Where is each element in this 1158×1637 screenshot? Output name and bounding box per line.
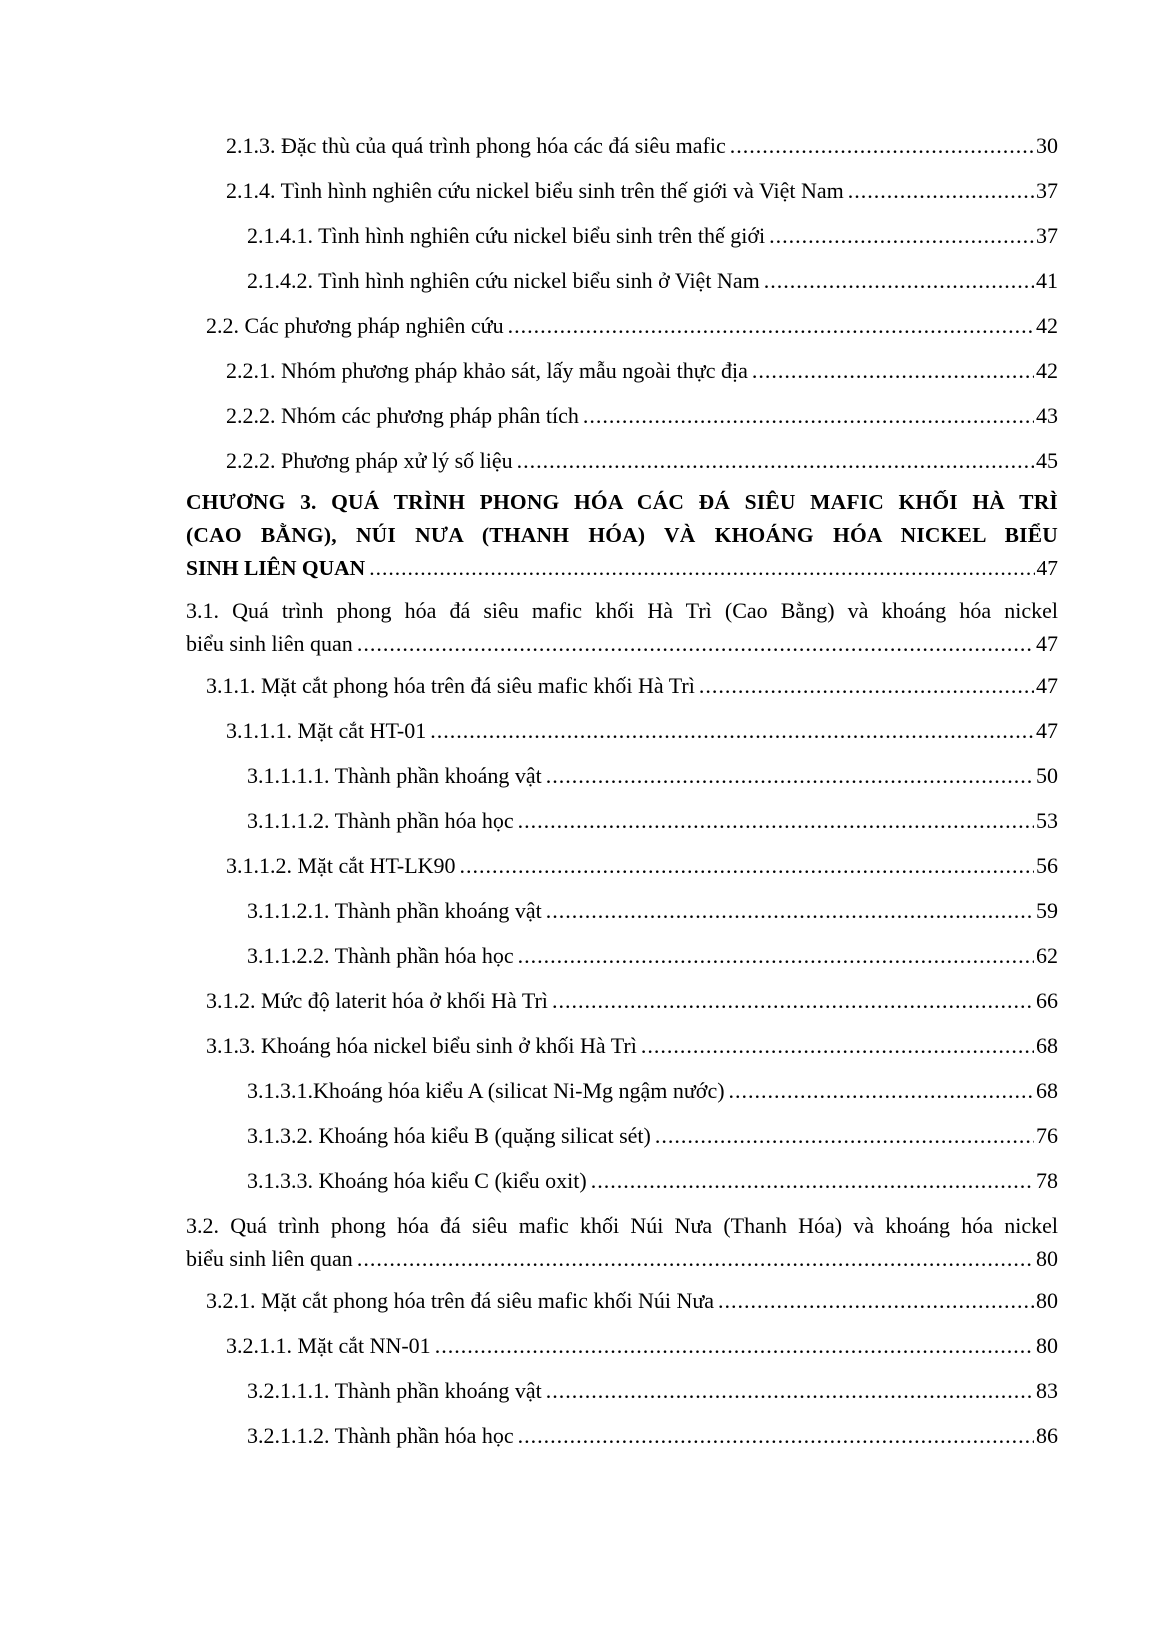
toc-entry-2-2[interactable] — [206, 312, 1058, 340]
chapter-line-1: CHƯƠNG 3. QUÁ TRÌNH PHONG HÓA CÁC ĐÁ SIÊU MAFIC KHỐI HÀ TRÌ — [186, 490, 1058, 514]
toc-leader-dots — [718, 1287, 1034, 1315]
toc-leader-dots — [508, 312, 1034, 340]
toc-entry-title: 3.1.2. Mức độ laterit hóa ở khối Hà Trì — [206, 988, 548, 1013]
toc-entry-page: 83 — [1036, 1378, 1058, 1403]
toc-entry-3-1-3-1[interactable] — [247, 1077, 1058, 1105]
toc-leader-dots — [546, 762, 1034, 790]
toc-entry-page: 47 — [1036, 631, 1058, 656]
section-line-1: 3.1. Quá trình phong hóa đá siêu mafic khối Hà Trì (Cao Bằng) và khoáng hóa nickel — [186, 598, 1058, 623]
section-line-2 — [186, 627, 1058, 660]
toc-entry-2-2-2b[interactable] — [226, 447, 1058, 475]
toc-leader-dots — [764, 267, 1034, 295]
toc-entry-title: 2.1.4.2. Tình hình nghiên cứu nickel biểu sinh ở Việt Nam — [247, 268, 760, 293]
toc-entry-page: 47 — [1036, 556, 1058, 580]
toc-entry-title: 3.2.1.1.2. Thành phần hóa học — [247, 1423, 514, 1448]
chapter-line-2: (CAO BẰNG), NÚI NƯA (THANH HÓA) VÀ KHOÁNG HÓA NICKEL BIỂU — [186, 523, 1058, 547]
toc-entry-page: 68 — [1036, 1033, 1058, 1058]
toc-entry-3-1-1-1[interactable] — [226, 717, 1058, 745]
toc-entry-title: 3.1.1.2. Mặt cắt HT-LK90 — [226, 853, 456, 878]
toc-entry-title: 2.1.4.1. Tình hình nghiên cứu nickel biểu sinh trên thế giới — [247, 223, 766, 248]
section-line-2 — [186, 1242, 1058, 1275]
toc-entry-3-1-3-3[interactable] — [247, 1167, 1058, 1195]
section-line-2-text: biểu sinh liên quan — [186, 631, 353, 656]
toc-section-3-2[interactable] — [186, 1209, 1058, 1275]
toc-entry-2-1-4-1[interactable] — [247, 222, 1058, 250]
chapter-line-3-text: SINH LIÊN QUAN — [186, 556, 366, 580]
toc-entry-title: 3.1.1.1.2. Thành phần hóa học — [247, 808, 514, 833]
toc-entry-page: 37 — [1036, 178, 1058, 203]
toc-entry-title: 3.1.1.2.1. Thành phần khoáng vật — [247, 898, 542, 923]
toc-entry-title: 3.2.1.1.1. Thành phần khoáng vật — [247, 1378, 542, 1403]
toc-entry-page: 30 — [1036, 133, 1058, 158]
toc-leader-dots — [517, 447, 1034, 475]
toc-entry-page: 62 — [1036, 943, 1058, 968]
toc-entry-page: 42 — [1036, 358, 1058, 383]
toc-leader-dots — [546, 897, 1034, 925]
toc-leader-dots — [369, 552, 1034, 585]
toc-entry-2-1-3[interactable] — [226, 132, 1058, 160]
toc-leader-dots — [848, 177, 1034, 205]
toc-entry-title: 2.2.1. Nhóm phương pháp khảo sát, lấy mẫu ngoài thực địa — [226, 358, 748, 383]
toc-entry-page: 45 — [1036, 448, 1058, 473]
toc-leader-dots — [518, 942, 1034, 970]
toc-entry-title: 3.2.1. Mặt cắt phong hóa trên đá siêu mafic khối Núi Nưa — [206, 1288, 715, 1313]
toc-leader-dots — [430, 717, 1034, 745]
toc-entry-title: 3.2.1.1. Mặt cắt NN-01 — [226, 1333, 431, 1358]
toc-entry-page: 80 — [1036, 1246, 1058, 1271]
toc-entry-3-1-1[interactable] — [206, 672, 1058, 700]
toc-chapter-3[interactable] — [186, 486, 1058, 585]
toc-leader-dots — [583, 402, 1034, 430]
toc-entry-3-2-1-1-1[interactable] — [247, 1377, 1058, 1405]
toc-leader-dots — [699, 672, 1034, 700]
toc-entry-2-2-1[interactable] — [226, 357, 1058, 385]
toc-entry-3-2-1[interactable] — [206, 1287, 1058, 1315]
toc-entry-page: 80 — [1036, 1333, 1058, 1358]
toc-entry-title: 3.1.1.2.2. Thành phần hóa học — [247, 943, 514, 968]
toc-entry-title: 3.1.3.2. Khoáng hóa kiểu B (quặng silicat sét) — [247, 1123, 651, 1148]
toc-entry-title: 3.1.3.1.Khoáng hóa kiểu A (silicat Ni-Mg ngậm nước) — [247, 1078, 725, 1103]
toc-entry-3-1-1-1-2[interactable] — [247, 807, 1058, 835]
toc-entry-3-1-1-2[interactable] — [226, 852, 1058, 880]
toc-entry-title: 2.2.2. Nhóm các phương pháp phân tích — [226, 403, 579, 428]
toc-entry-page: 47 — [1036, 718, 1058, 743]
toc-entry-title: 3.1.3. Khoáng hóa nickel biểu sinh ở khối Hà Trì — [206, 1033, 637, 1058]
toc-leader-dots — [769, 222, 1034, 250]
toc-leader-dots — [591, 1167, 1034, 1195]
toc-entry-title: 2.2.2. Phương pháp xử lý số liệu — [226, 448, 513, 473]
toc-entry-page: 59 — [1036, 898, 1058, 923]
section-line-1: 3.2. Quá trình phong hóa đá siêu mafic khối Núi Nưa (Thanh Hóa) và khoáng hóa nickel — [186, 1213, 1058, 1238]
toc-entry-3-2-1-1[interactable] — [226, 1332, 1058, 1360]
toc-entry-page: 66 — [1036, 988, 1058, 1013]
toc-entry-page: 76 — [1036, 1123, 1058, 1148]
toc-entry-title: 2.1.4. Tình hình nghiên cứu nickel biểu sinh trên thế giới và Việt Nam — [226, 178, 844, 203]
toc-leader-dots — [518, 1422, 1034, 1450]
toc-entry-3-2-1-1-2[interactable] — [247, 1422, 1058, 1450]
toc-entry-3-1-1-2-1[interactable] — [247, 897, 1058, 925]
toc-entry-title: 2.2. Các phương pháp nghiên cứu — [206, 313, 504, 338]
toc-entry-3-1-1-1-1[interactable] — [247, 762, 1058, 790]
toc-leader-dots — [641, 1032, 1034, 1060]
toc-leader-dots — [357, 1242, 1034, 1275]
toc-leader-dots — [546, 1377, 1034, 1405]
toc-leader-dots — [655, 1122, 1034, 1150]
toc-entry-3-1-3-2[interactable] — [247, 1122, 1058, 1150]
toc-entry-page: 50 — [1036, 763, 1058, 788]
toc-entry-3-1-2[interactable] — [206, 987, 1058, 1015]
toc-entry-2-1-4-2[interactable] — [247, 267, 1058, 295]
toc-entry-page: 47 — [1036, 673, 1058, 698]
toc-entry-page: 80 — [1036, 1288, 1058, 1313]
toc-leader-dots — [435, 1332, 1034, 1360]
toc-entry-page: 42 — [1036, 313, 1058, 338]
toc-entry-page: 41 — [1036, 268, 1058, 293]
toc-leader-dots — [552, 987, 1034, 1015]
toc-entry-2-2-2[interactable] — [226, 402, 1058, 430]
toc-entry-title: 3.1.1.1.1. Thành phần khoáng vật — [247, 763, 542, 788]
toc-entry-title: 3.1.1. Mặt cắt phong hóa trên đá siêu mafic khối Hà Trì — [206, 673, 695, 698]
toc-entry-title: 2.1.3. Đặc thù của quá trình phong hóa các đá siêu mafic — [226, 133, 726, 158]
toc-entry-title: 3.1.1.1. Mặt cắt HT-01 — [226, 718, 427, 743]
toc-entry-page: 78 — [1036, 1168, 1058, 1193]
toc-section-3-1[interactable] — [186, 594, 1058, 660]
toc-entry-2-1-4[interactable] — [226, 177, 1058, 205]
toc-entry-page: 68 — [1036, 1078, 1058, 1103]
chapter-line-3 — [186, 552, 1058, 585]
toc-leader-dots — [357, 627, 1034, 660]
toc-leader-dots — [460, 852, 1034, 880]
toc-leader-dots — [518, 807, 1034, 835]
toc-entry-page: 43 — [1036, 403, 1058, 428]
toc-entry-title: 3.1.3.3. Khoáng hóa kiểu C (kiểu oxit) — [247, 1168, 587, 1193]
toc-entry-page: 37 — [1036, 223, 1058, 248]
toc-leader-dots — [752, 357, 1034, 385]
section-line-2-text: biểu sinh liên quan — [186, 1246, 353, 1271]
toc-entry-page: 86 — [1036, 1423, 1058, 1448]
toc-leader-dots — [730, 132, 1034, 160]
toc-entry-3-1-3[interactable] — [206, 1032, 1058, 1060]
toc-leader-dots — [729, 1077, 1034, 1105]
toc-entry-page: 56 — [1036, 853, 1058, 878]
toc-entry-page: 53 — [1036, 808, 1058, 833]
toc-entry-3-1-1-2-2[interactable] — [247, 942, 1058, 970]
